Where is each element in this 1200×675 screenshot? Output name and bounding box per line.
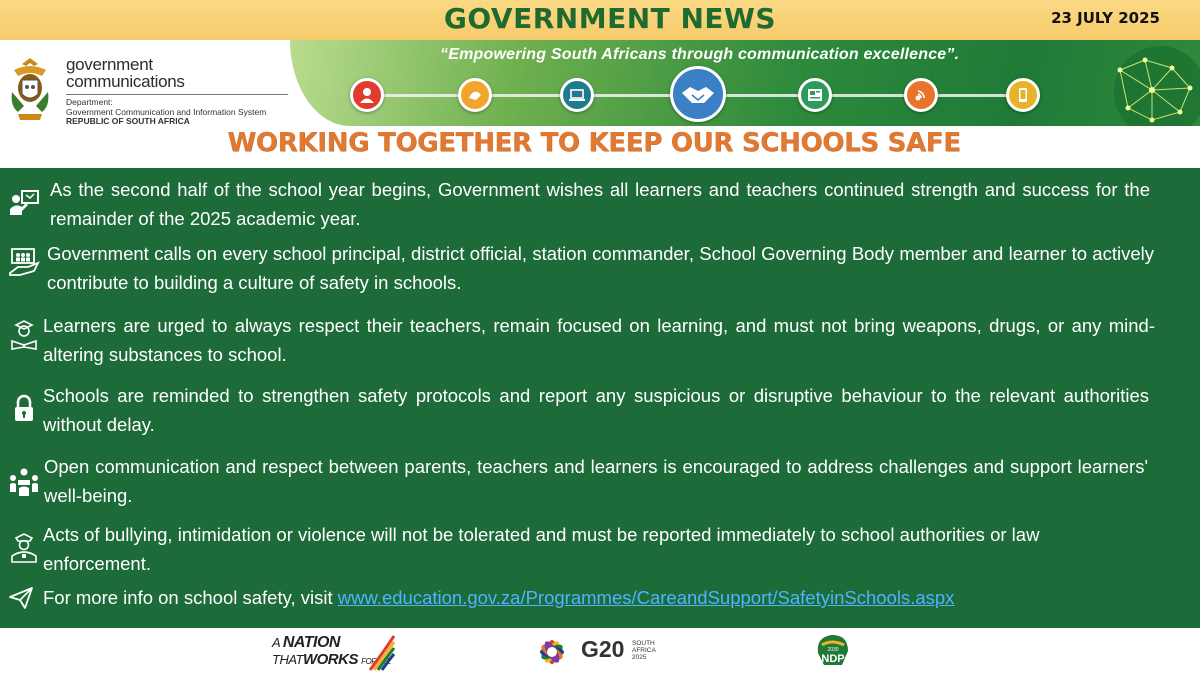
nation-that: THAT xyxy=(272,652,303,667)
g20-sub1: SOUTH xyxy=(632,640,655,647)
g20-logo xyxy=(526,630,676,672)
gcis-logo xyxy=(4,54,294,124)
nation-a: A xyxy=(272,635,280,650)
lock-icon xyxy=(8,393,40,425)
g20-text: G20 xyxy=(581,636,625,662)
tagline-banner xyxy=(290,40,1200,126)
header xyxy=(0,40,1200,168)
item-text: Open communication and respect between parents, teachers and learners is encouraged to address challenges and support learners' well-being. xyxy=(44,456,1148,506)
content-panel xyxy=(0,168,1200,628)
logo-divider xyxy=(66,94,288,95)
nation-line1 xyxy=(272,634,340,652)
logo-line1: government xyxy=(66,55,153,74)
newspaper-icon xyxy=(798,78,832,112)
dept-label: Department: xyxy=(66,97,113,107)
gcis-department xyxy=(66,98,266,127)
g20-flower-icon xyxy=(526,630,578,672)
ndp-text: NDP xyxy=(821,653,845,665)
group-meeting-icon xyxy=(8,466,40,498)
flag-ribbon-icon xyxy=(368,634,396,672)
page-title: GOVERNMENT NEWS xyxy=(443,2,777,35)
send-icon xyxy=(8,585,34,611)
safety-link[interactable]: www.education.gov.za/Programmes/CareandSupport/SafetyinSchools.aspx xyxy=(337,587,955,608)
top-title-bar xyxy=(0,0,1200,40)
more-info-label: For more info on school safety, visit xyxy=(43,587,338,608)
person-icon xyxy=(350,78,384,112)
coat-of-arms-icon xyxy=(4,54,56,122)
item-text: Schools are reminded to strengthen safety protocols and report any suspicious or disruptive behaviour to the relevant authorities without delay. xyxy=(43,385,1149,435)
ndp-logo xyxy=(812,631,854,671)
tagline: “Empowering South Africans through communication excellence”. xyxy=(440,46,960,63)
nation-that-works-logo xyxy=(272,632,402,672)
item-text: Learners are urged to always respect their teachers, remain focused on learning, and must not bring weapons, drugs, or any mind-altering substances to school. xyxy=(43,315,1155,365)
country-name: REPUBLIC OF SOUTH AFRICA xyxy=(66,116,190,126)
g20-sub2: AFRICA xyxy=(632,647,656,654)
item-text: Government calls on every school principal, district official, station commander, School Governing Body member and learner to actively contribute to building a culture of safety in schools. xyxy=(47,243,1154,293)
item-text: As the second half of the school year begins, Government wishes all learners and teachers continued strength and success for the remainder of the 2025 academic year. xyxy=(50,179,1150,229)
student-reading-icon xyxy=(8,319,40,351)
dept-name: Government Communication and Information System xyxy=(66,106,267,117)
community-hand-icon xyxy=(8,245,40,277)
teacher-board-icon xyxy=(8,187,40,219)
nation-forall: FOR ALL xyxy=(361,657,391,666)
phone-icon xyxy=(1006,78,1040,112)
logo-line2: communications xyxy=(66,72,185,91)
network-globe-icon xyxy=(1090,40,1200,126)
more-info-text xyxy=(43,583,1183,612)
ndp-emblem-icon xyxy=(812,631,854,671)
laptop-icon xyxy=(560,78,594,112)
gcis-name xyxy=(66,56,185,90)
hand-icon xyxy=(458,78,492,112)
handshake-icon xyxy=(670,66,726,122)
publication-date: 23 JULY 2025 xyxy=(1051,9,1160,27)
g20-subtext xyxy=(632,640,656,661)
nation-word: NATION xyxy=(282,634,340,651)
nation-works: WORKS xyxy=(302,651,358,668)
police-officer-icon xyxy=(8,532,40,564)
broadcast-icon xyxy=(904,78,938,112)
footer xyxy=(0,628,1200,675)
ndp-year: 2030 xyxy=(827,647,839,653)
item-text: Acts of bullying, intimidation or violence will not be tolerated and must be reported immediately to school authorities or law enforcement. xyxy=(43,524,1040,574)
headline: WORKING TOGETHER TO KEEP OUR SCHOOLS SAFE xyxy=(227,128,961,158)
g20-sub3: 2025 xyxy=(632,654,647,661)
